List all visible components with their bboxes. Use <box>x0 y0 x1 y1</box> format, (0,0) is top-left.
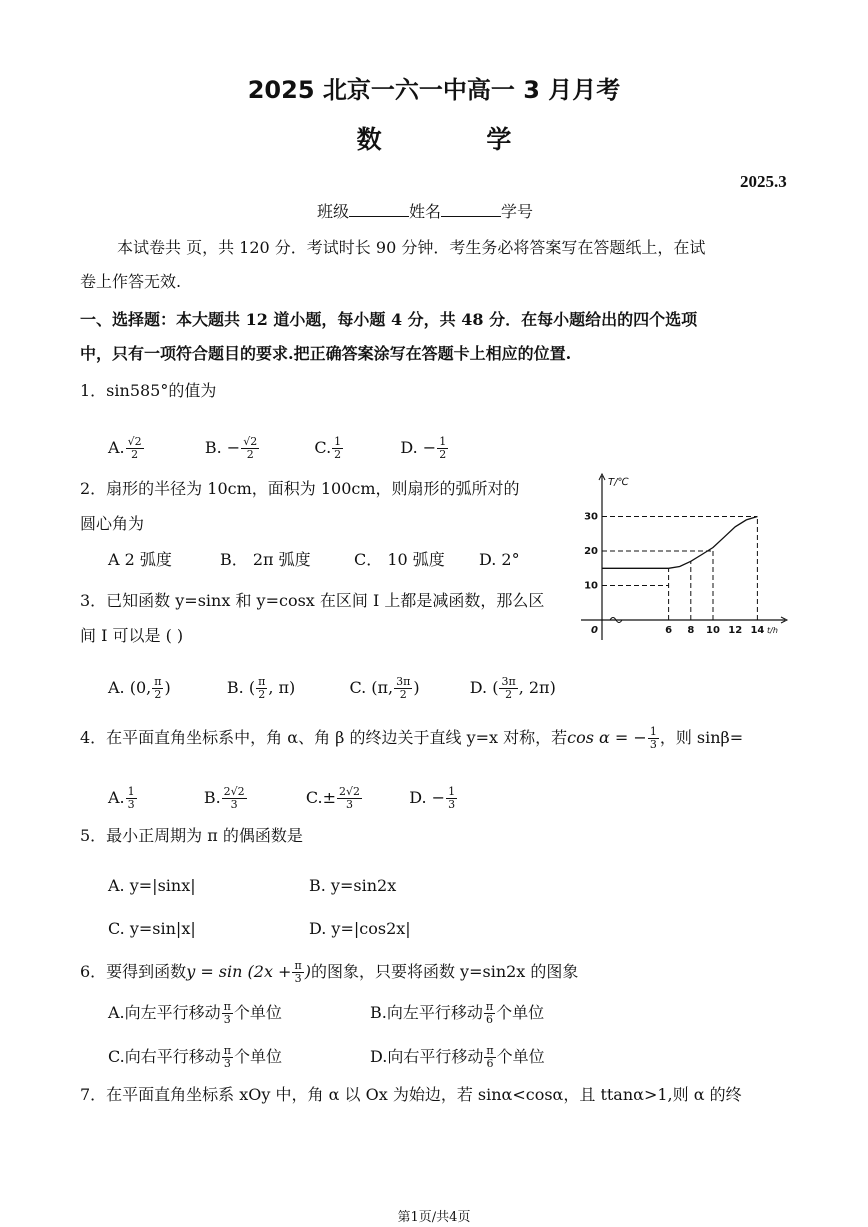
x-axis-label: t/h <box>767 626 778 635</box>
name-label: 姓名 <box>409 202 442 221</box>
exam-date: 2025.3 <box>740 172 787 191</box>
q5-option-d[interactable]: D. y=|cos2x| <box>309 919 411 938</box>
q2-stem-line2: 圆心角为 <box>80 514 145 533</box>
instructions-line-1: 本试卷共 页，共 120 分．考试时长 90 分钟．考生务必将答案写在答题纸上，在试 <box>117 238 706 257</box>
q4-option-b[interactable]: B. $\frac{2√2}{3}$ <box>203 785 245 811</box>
student-info-line <box>317 202 533 222</box>
q3-option-c[interactable]: C. (π, $\frac{3\pi}{2}$ ) <box>349 675 420 701</box>
q2-option-d[interactable]: D. 2° <box>479 550 520 569</box>
q5-stem: 5．最小正周期为 π 的偶函数是 <box>80 826 303 845</box>
x-tick-label: 12 <box>728 625 743 636</box>
class-label: 班级 <box>317 202 350 221</box>
q6-option-d[interactable]: D.向右平行移动 $\frac{\pi}{6}$ 个单位 <box>370 1044 545 1070</box>
q1-option-b[interactable]: B. − $\frac{√2}{2}$ <box>204 435 258 461</box>
name-blank[interactable] <box>441 202 501 217</box>
temperature-curve <box>602 517 757 569</box>
q4-option-a[interactable]: A. $\frac{1}{3}$ <box>108 785 135 811</box>
q6-option-b[interactable]: B.向左平行移动 $\frac{\pi}{6}$ 个单位 <box>370 1000 545 1026</box>
subject-title: 数 学 <box>356 125 560 154</box>
temperature-chart <box>575 470 790 645</box>
q2-option-c[interactable]: C． 10 弧度 <box>354 550 445 569</box>
q6-option-c[interactable]: C.向右平行移动 $\frac{\pi}{3}$ 个单位 <box>108 1044 283 1070</box>
q2-option-a[interactable]: A 2 弧度 <box>108 550 172 569</box>
q2-stem-line1: 2．扇形的半径为 10cm，面积为 100cm，则扇形的弧所对的 <box>80 479 520 498</box>
section1-heading-line1: 一、选择题：本大题共 12 道小题，每小题 4 分，共 48 分．在每小题给出的四个选项 <box>80 310 698 329</box>
q3-option-b[interactable]: B. ( $\frac{\pi}{2}$ , π) <box>226 675 296 701</box>
q6-stem: 6．要得到函数y = sin (2x + $\frac{\pi}{3}$ )的图象，只要将函数 y=sin2x 的图象 <box>80 959 579 985</box>
q4-option-d[interactable]: D. − $\frac{1}{3}$ <box>409 785 456 811</box>
q3-options <box>108 676 556 701</box>
x-tick-label: 6 <box>665 625 673 636</box>
id-label: 学号 <box>501 202 534 221</box>
q3-option-a[interactable]: A. (0, $\frac{\pi}{2}$ ) <box>108 675 171 701</box>
q4-option-c[interactable]: C.± $\frac{2√2}{3}$ <box>305 785 361 811</box>
q3-option-d[interactable]: D. ( $\frac{3\pi}{2}$ , 2π) <box>469 675 556 701</box>
origin-label: 0 <box>591 625 598 636</box>
q5-option-a[interactable]: A. y=|sinx| <box>108 876 196 895</box>
q1-option-d[interactable]: D. − $\frac{1}{2}$ <box>400 435 447 461</box>
q3-stem-line1: 3．已知函数 y=sinx 和 y=cosx 在区间 I 上都是减函数，那么区 <box>80 591 545 610</box>
y-tick-label: 20 <box>584 546 598 557</box>
y-tick-label: 10 <box>584 580 598 592</box>
q7-stem: 7．在平面直角坐标系 xOy 中，角 α 以 Ox 为始边，若 sinα<cosα，且 ttanα>1,则 α 的终 <box>80 1085 742 1104</box>
q1-options <box>108 436 449 461</box>
x-tick-label: 14 <box>750 625 765 636</box>
q1-stem: 1．sin585°的值为 <box>80 381 217 400</box>
q2-option-b[interactable]: B． 2π 弧度 <box>220 550 311 569</box>
class-blank[interactable] <box>349 202 409 217</box>
q4-options <box>108 786 458 811</box>
exam-title: 2025 北京一六一中高一 3 月月考 <box>247 76 621 104</box>
q1-option-a[interactable]: A. $\frac{√2}{2}$ <box>108 435 142 461</box>
x-tick-label: 10 <box>706 625 720 636</box>
q4-stem: 4．在平面直角坐标系中，角 α、角 β 的终边关于直线 y=x 对称，若cos α = − $\frac{1}{3}$ ，则 sinβ= <box>80 725 744 751</box>
section1-heading-line2: 中，只有一项符合题目的要求.把正确答案涂写在答题卡上相应的位置. <box>80 344 572 363</box>
instructions-line-2: 卷上作答无效. <box>80 272 182 291</box>
y-axis-label: T/℃ <box>608 477 629 488</box>
q5-option-c[interactable]: C. y=sin|x| <box>108 919 196 938</box>
page-footer: 第1页/共4页 <box>397 1210 471 1225</box>
q6-option-a[interactable]: A.向左平行移动 $\frac{\pi}{3}$ 个单位 <box>108 1000 282 1026</box>
q3-stem-line2: 间 I 可以是 ( ) <box>80 626 184 645</box>
x-tick-label: 8 <box>687 625 695 636</box>
q5-option-b[interactable]: B. y=sin2x <box>309 876 397 895</box>
q1-option-c[interactable]: C. $\frac{1}{2}$ <box>314 435 342 461</box>
y-tick-label: 30 <box>584 511 598 523</box>
